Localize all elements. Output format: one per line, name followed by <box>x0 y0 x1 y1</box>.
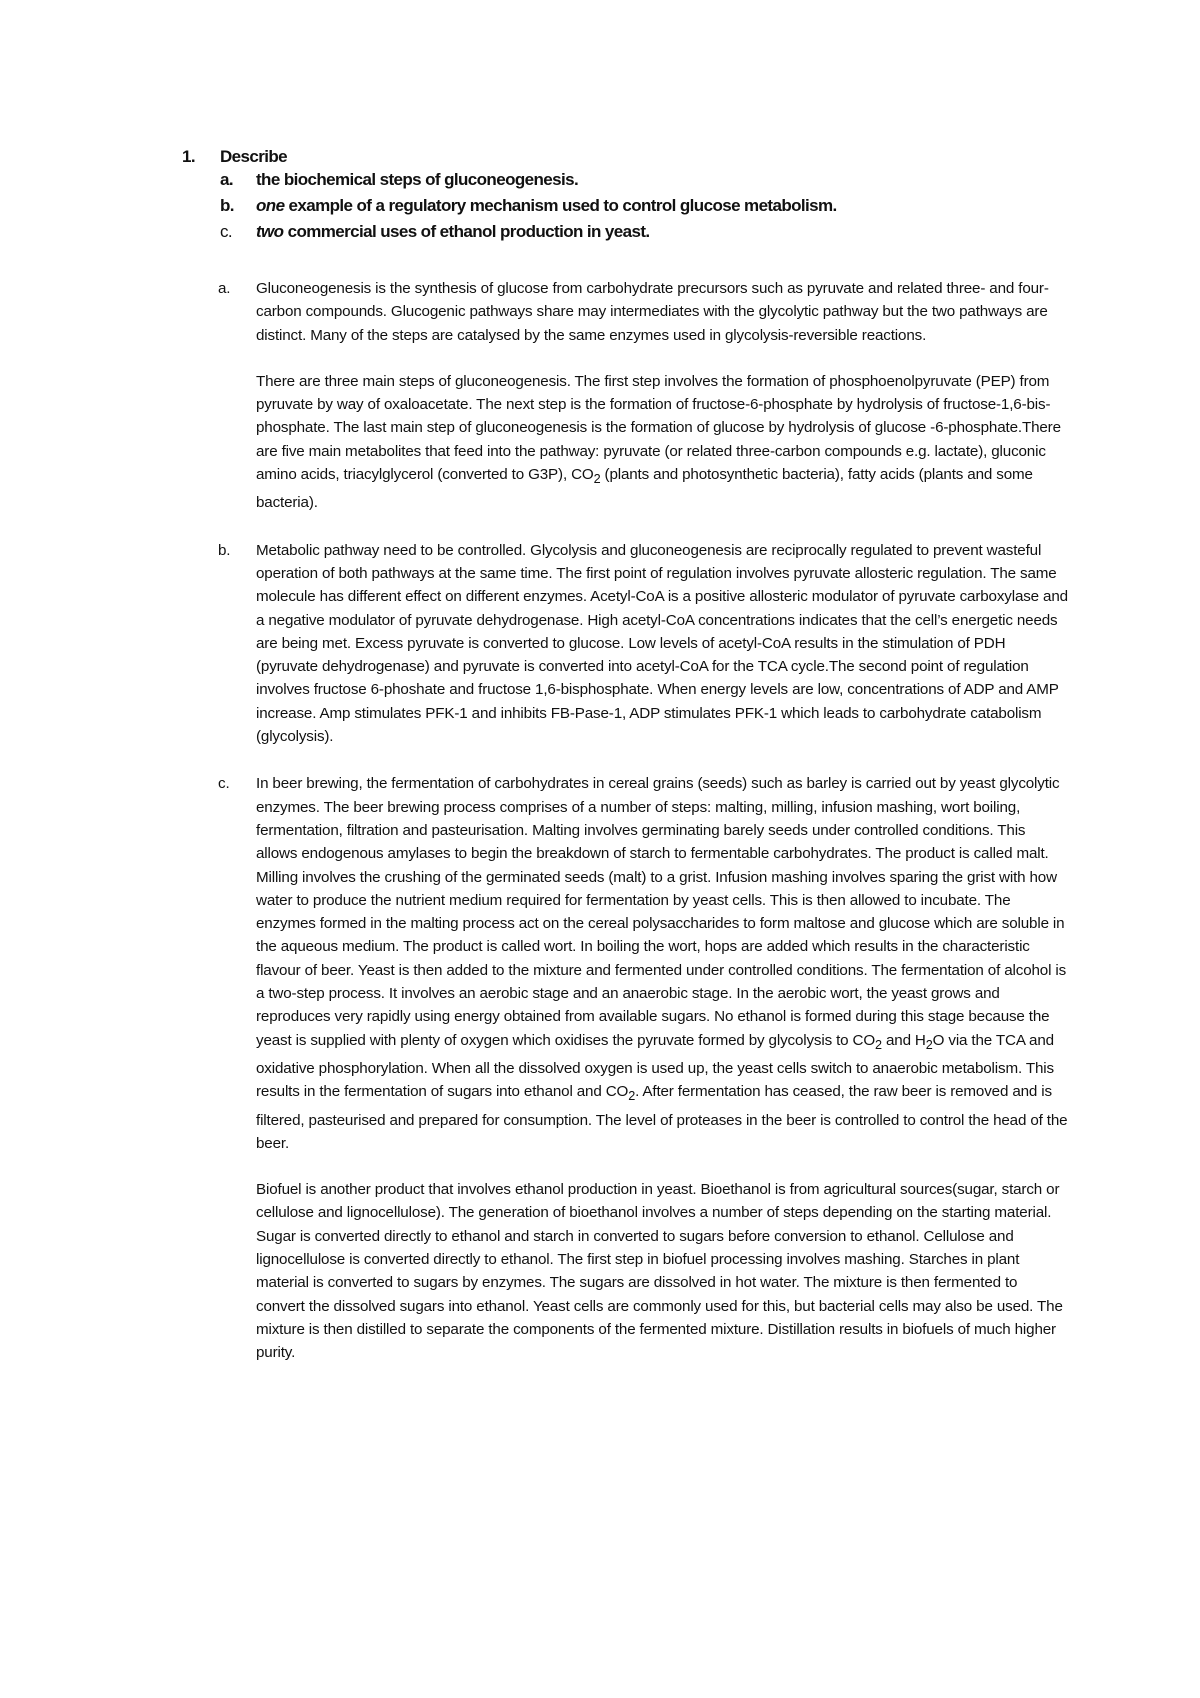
answer-body <box>256 539 1070 749</box>
answer-marker: a. <box>218 280 231 297</box>
answer-text: and H <box>881 1031 926 1049</box>
answer-a <box>218 277 1070 515</box>
question-part-body: the biochemical steps of gluconeogenesis. <box>256 170 579 189</box>
question-title: Describe <box>220 147 288 166</box>
question-part-text <box>256 196 837 216</box>
answer-marker: c. <box>218 775 230 793</box>
answer-text: (plants and photosynthetic bacteria), fatty acids (plants and some bacteria). <box>256 466 1033 512</box>
question-part-body: commercial uses of ethanol production in yeast. <box>283 222 650 241</box>
question-part-b <box>220 196 1082 222</box>
question-part-body: example of a regulatory mechanism used to control glucose metabolism. <box>284 196 837 215</box>
question-part-text <box>256 170 578 190</box>
answer-body <box>256 772 1070 1364</box>
answer-body <box>256 277 1070 515</box>
question-part-marker: a. <box>220 170 233 189</box>
answer-text: O via the TCA and oxidative phosphorylation. When all the dissolved oxygen is used up, the yeast cells switch to anaerobic metabolism. This results in the fermentation of sugars into ethanol and CO <box>256 1031 1054 1101</box>
answer-text: There are three main steps of gluconeogenesis. The first step involves the formation of phosphoenolpyruvate (PEP) from pyruvate by way of oxaloacetate. The next step is the formation of fructose-6-phosphate by hydrolysis of fructose-1,6-bis-phosphate. The last main step of gluconeogenesis is the formation of glucose by hydrolysis of glucose -6-phosphate.There are five main metabolites that feed into the pathway: pyruvate (or related three-carbon compounds e.g. lactate), gluconic amino acids, triacylglycerol (converted to G3P), CO <box>256 372 1061 484</box>
answer-paragraph: Metabolic pathway need to be controlled. Glycolysis and gluconeogenesis are reciprocally regulated to prevent wasteful operation of both pathways at the same time. The first point of regulation involves pyruvate allosteric regulation. The same molecule has different effect on different enzymes. Acetyl-CoA is a positive allosteric modulator of pyruvate carboxylase and a negative modulator of pyruvate dehydrogenase. High acetyl-CoA concentrations indicates that the cell’s energetic needs are being met. Excess pyruvate is converted to glucose. Low levels of acetyl-CoA results in the stimulation of PDH (pyruvate dehydrogenase) and pyruvate is converted into acetyl-CoA for the TCA cycle.The second point of regulation involves fructose 6-phoshate and fructose 1,6-bisphosphate. When energy levels are low, concentrations of ADP and AMP increase. Amp stimulates PFK-1 and inhibits FB-Pase-1, ADP stimulates PFK-1 which leads to carbohydrate catabolism (glycolysis). <box>256 541 1068 746</box>
subscript: 2 <box>593 472 601 487</box>
question-part-marker: c. <box>220 222 233 241</box>
answer-b <box>218 539 1070 749</box>
answer-paragraph: Biofuel is another product that involves ethanol production in yeast. Bioethanol is from agricultural sources(sugar, starch or cellulose and lignocellulose). The generation of bioethanol involves a number of steps depending on the starting material. Sugar is converted directly to ethanol and starch in converted to sugars before conversion to ethanol. Cellulose and lignocellulose is converted directly to ethanol. The first step in biofuel processing involves mashing. Starches in plant material is converted to sugars by enzymes. The sugars are dissolved in hot water. The mixture is then fermented to convert the dissolved sugars into ethanol. Yeast cells are commonly used for this, but bacterial cells may also be used. The mixture is then distilled to separate the components of the fermented mixture. Distillation results in biofuels of much higher purity. <box>256 1181 1063 1362</box>
question-part-lead: two <box>256 222 284 241</box>
answers-block <box>218 277 1070 1365</box>
answer-paragraph <box>256 370 1070 515</box>
question-heading <box>182 147 1082 170</box>
question-part-marker: b. <box>220 196 234 215</box>
answer-text: In beer brewing, the fermentation of carbohydrates in cereal grains (seeds) such as barley is carried out by yeast glycolytic enzymes. The beer brewing process comprises of a number of steps: malting, milling, infusion mashing, wort boiling, fermentation, filtration and pasteurisation. Malting involves germinating barely seeds under controlled conditions. This allows endogenous amylases to begin the breakdown of starch to fermentable carbohydrates. The product is called malt. Milling involves the crushing of the germinated seeds (malt) to a grist. Infusion mashing involves sparing the grist with how water to produce the nutrient medium required for fermentation by yeast cells. This is then allowed to incubate. The enzymes formed in the malting process act on the cereal polysaccharides to form maltose and glucose which are soluble in the aqueous medium. The product is called wort. In boiling the wort, hops are added which results in the characteristic flavour of beer. Yeast is then added to the mixture and fermented under controlled conditions. The fermentation of alcohol is a two-step process. It involves an aerobic stage and an anaerobic stage. In the aerobic wort, the yeast grows and reproduces very rapidly using energy obtained from available sugars. No ethanol is formed during this stage because the yeast is supplied with plenty of oxygen which oxidises the pyruvate formed by glycolysis to CO <box>256 775 1067 1049</box>
question-part-lead: one <box>256 196 285 215</box>
answer-paragraph: Gluconeogenesis is the synthesis of glucose from carbohydrate precursors such as pyruvate and related three- and four-carbon compounds. Glucogenic pathways share may intermediates with the glycolytic pathway but the two pathways are distinct. Many of the steps are catalysed by the same enzymes used in glycolysis-reversible reactions. <box>256 280 1049 344</box>
answer-paragraph <box>256 772 1070 1155</box>
answer-text: . After fermentation has ceased, the raw beer is removed and is filtered, pasteurised and prepared for consumption. The level of proteases in the beer is controlled to control the head of the beer. <box>256 1083 1068 1152</box>
answer-c <box>218 772 1070 1364</box>
question-part-a <box>220 170 1082 196</box>
question-block <box>182 147 1082 248</box>
subscript: 2 <box>628 1089 636 1104</box>
answer-marker: b. <box>218 541 231 559</box>
subscript: 2 <box>875 1037 882 1052</box>
question-number: 1. <box>182 147 195 166</box>
question-part-text <box>256 222 650 242</box>
question-part-c <box>220 222 1082 248</box>
subscript: 2 <box>925 1037 933 1052</box>
